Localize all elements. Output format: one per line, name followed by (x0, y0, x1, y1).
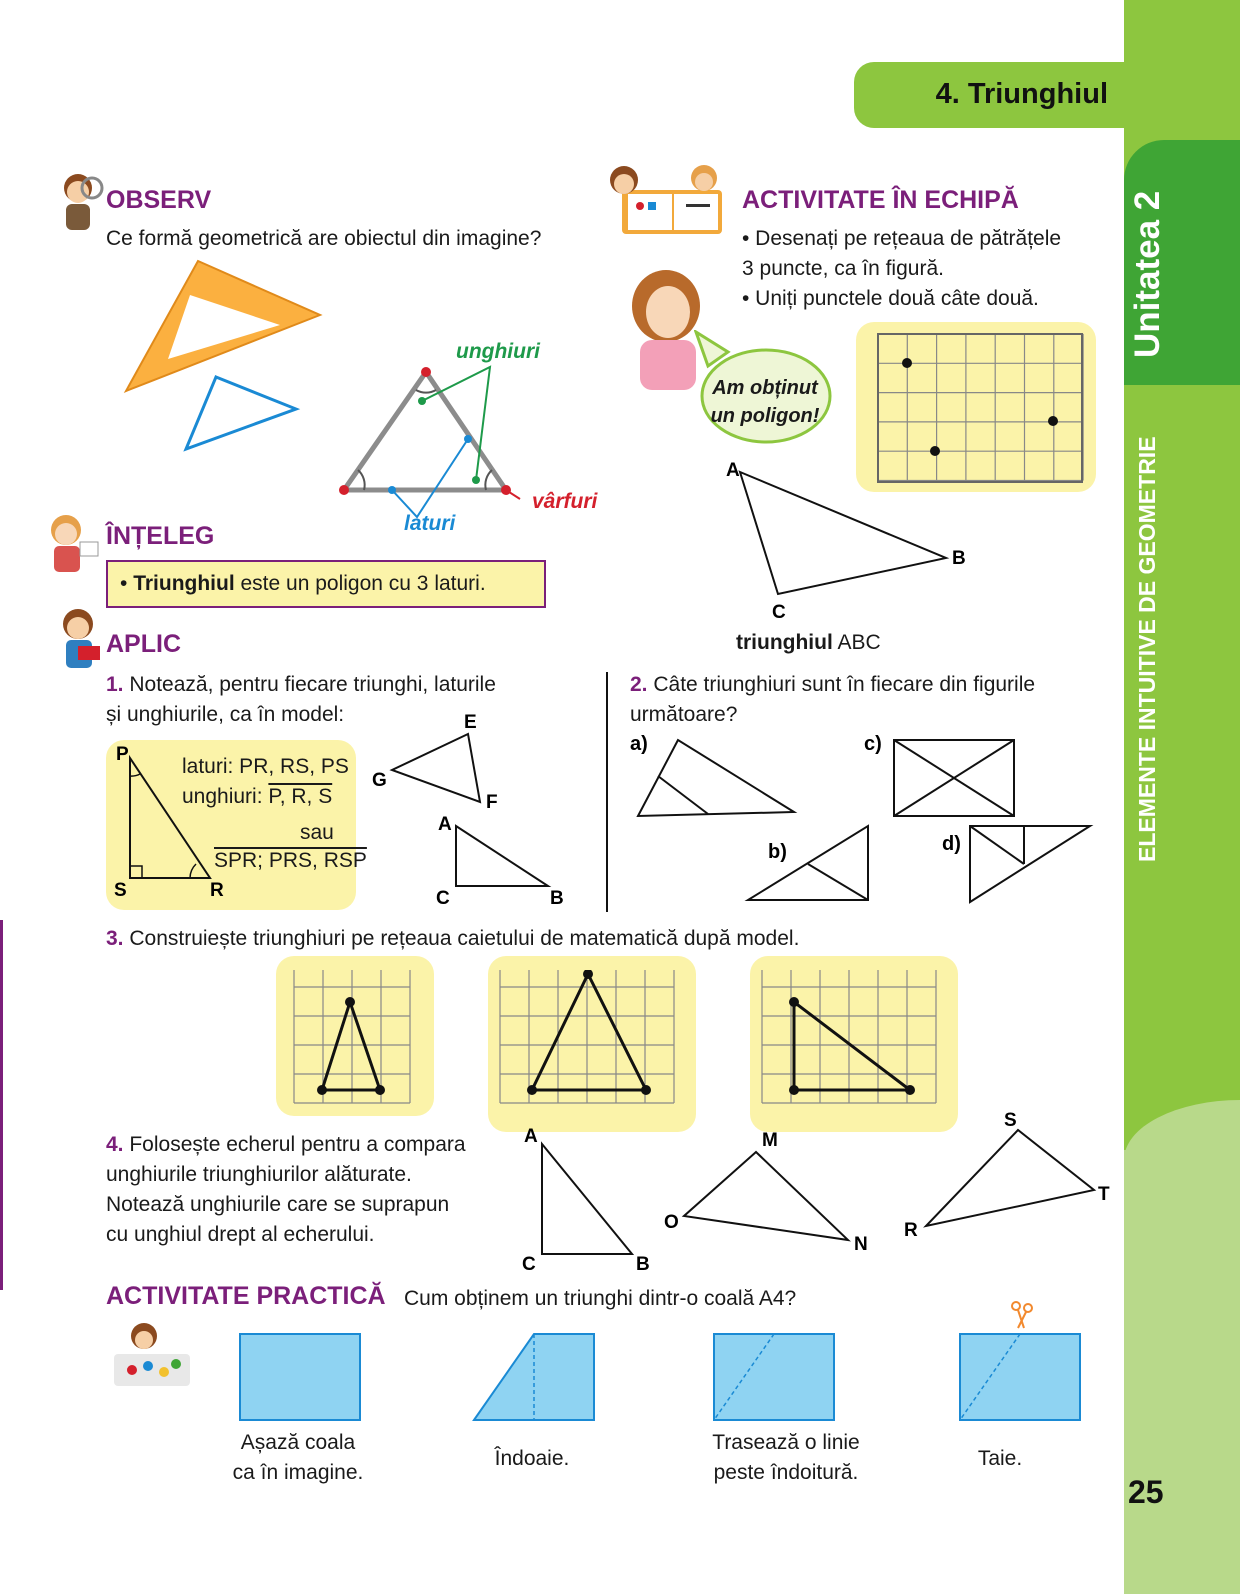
caption-line: Așază coala (240, 1431, 356, 1454)
figure-label: a) (630, 733, 648, 755)
vertex-label: A (438, 814, 452, 835)
team-line3: • Uniți punctele două câte două. (742, 287, 1039, 310)
ex4-line (106, 1130, 466, 1160)
practical-steps-figures (238, 1300, 1098, 1422)
figure-label: c) (864, 733, 882, 755)
speech-line1: Am obținut (712, 377, 818, 399)
definition-bullet: • (120, 572, 134, 595)
page-number: 25 (1128, 1474, 1164, 1510)
unit-label: Unitatea 2 (1128, 190, 1167, 358)
observ-question: Ce formă geometrică are obiectul din imagine? (106, 227, 542, 250)
definition-box (106, 560, 546, 608)
ex3-text (106, 924, 799, 954)
model-sides: laturi: PR, RS, PS (182, 755, 349, 778)
model-alt-angles: SPR; PRS, RSP (214, 849, 367, 872)
caption-line: peste îndoitură. (713, 1461, 859, 1484)
vertex-label: R (210, 880, 224, 901)
vertex-label: N (854, 1234, 868, 1255)
paper-step-3 (714, 1334, 834, 1420)
boy-book-icon (52, 606, 106, 674)
vertex-label: S (114, 880, 127, 901)
ex4-text (106, 1130, 466, 1250)
caption-rest: ABC (832, 631, 881, 654)
caption-line: Trasează o linie (712, 1431, 860, 1454)
ex1-line2: și unghiurile, ca în model: (106, 703, 345, 726)
model-angles-prefix: unghiuri: (182, 785, 269, 808)
grid-triangle-3 (794, 1002, 910, 1090)
step-2-caption (432, 1444, 632, 1474)
grid-triangle-2 (532, 974, 646, 1090)
team-heading: ACTIVITATE ÎN ECHIPĂ (742, 186, 1019, 214)
ex4-line: Notează unghiurile care se suprapun (106, 1193, 450, 1216)
speech-line2: un poligon! (710, 405, 820, 427)
vertices-label: vârfuri (532, 490, 598, 513)
vertex-label: B (550, 888, 564, 909)
vertex-label: R (904, 1220, 918, 1241)
vertex-label: O (664, 1212, 679, 1233)
vertex-label: S (1004, 1110, 1017, 1131)
caption-line: Îndoaie. (494, 1447, 570, 1470)
step-3-caption (676, 1428, 896, 1488)
ex2-number: 2. (630, 673, 648, 696)
vertex-label: M (762, 1130, 778, 1151)
ex3-grids (290, 970, 970, 1120)
figure-label: b) (768, 841, 787, 863)
sides-pointer (392, 439, 468, 517)
vertex-label: T (1098, 1184, 1110, 1205)
model-angles-list: P, R, S (268, 785, 333, 808)
vertex-label: B (952, 548, 966, 569)
angles-label: unghiuri (456, 340, 540, 363)
ex4-triangle-mon (684, 1152, 848, 1240)
sides-label: laturi (404, 512, 456, 535)
kids-book-icon (604, 158, 734, 238)
ex1-line1 (106, 670, 496, 700)
ex4-line: unghiurile triunghiurilor alăturate. (106, 1163, 412, 1186)
caption-bold: triunghiul (736, 631, 833, 654)
left-margin-bar (0, 920, 3, 1290)
ex4-line-text: Folosește echerul pentru a compara (129, 1133, 466, 1156)
ex2-figures (624, 730, 1114, 920)
boy-magnifier-icon (56, 170, 106, 236)
inteleg-heading: ÎNȚELEG (106, 522, 215, 550)
vertex-label: E (464, 712, 477, 733)
grid-triangle-1 (322, 1002, 380, 1090)
speech-text (700, 374, 830, 430)
lesson-title: 4. Triunghiul (935, 78, 1108, 110)
observ-heading: OBSERV (106, 186, 212, 214)
figure-d (970, 826, 1090, 902)
paper-step-4 (960, 1334, 1080, 1420)
chapter-label: ELEMENTE INTUITIVE DE GEOMETRIE (1134, 436, 1160, 862)
girl-reading-icon (36, 512, 106, 584)
model-or: sau (300, 821, 334, 844)
vertex-label: C (772, 602, 786, 623)
step-1-caption (198, 1428, 398, 1488)
vertex-label: G (372, 770, 387, 791)
practical-question: Cum obținem un triunghi dintr-o coală A4? (404, 1287, 797, 1310)
figure-label: d) (942, 833, 961, 855)
grid-dot (1048, 416, 1058, 426)
grid-3 (762, 970, 936, 1103)
triangle-abc-caption (736, 628, 881, 658)
ex4-number: 4. (106, 1133, 124, 1156)
team-line1: • Desenați pe rețeaua de pătrățele (742, 227, 1062, 250)
vertex-label: P (116, 744, 129, 765)
lesson-title-tab (854, 62, 1144, 128)
model-angles (182, 782, 332, 812)
triangle-abc-small (456, 826, 548, 886)
vertex-label: C (522, 1254, 536, 1275)
definition-term: Triunghiul (133, 572, 235, 595)
aplic-heading: APLIC (106, 630, 181, 658)
ex4-triangles (510, 1110, 1110, 1280)
triangle-abc-figure (724, 454, 974, 624)
practical-heading: ACTIVITATE PRACTICĂ (106, 1282, 386, 1310)
caption-line: Taie. (977, 1447, 1023, 1470)
grid-1 (294, 970, 410, 1103)
triangle-efg (392, 734, 480, 802)
vertex-label: B (636, 1254, 650, 1275)
ex4-triangle-srt (926, 1130, 1094, 1226)
definition-rest: este un poligon cu 3 laturi. (234, 572, 486, 595)
step-4-caption (920, 1444, 1080, 1474)
paper-step-1 (240, 1334, 360, 1420)
scissors-icon (1012, 1302, 1032, 1328)
ex4-triangle-acb (542, 1144, 632, 1254)
ex1-triangles (372, 708, 572, 918)
boy-crafting-icon (104, 1320, 200, 1392)
ex1-number: 1. (106, 673, 124, 696)
ex2-line2: următoare? (630, 703, 738, 726)
sidebar-lower (1124, 1150, 1240, 1594)
team-line2: 3 puncte, ca în figură. (742, 257, 944, 280)
caption-line: ca în imagine. (232, 1461, 364, 1484)
ex3-body: Construiește triunghiuri pe rețeaua caietului de matematică după model. (123, 927, 800, 950)
ex4-line: cu unghiul drept al echerului. (106, 1223, 375, 1246)
grid-dot (902, 358, 912, 368)
vertex-label: A (726, 460, 740, 481)
ex2-text: Câte triunghiuri sunt în fiecare din figurile (647, 673, 1036, 696)
ex2-line1 (630, 670, 1035, 700)
vertex-label: A (524, 1126, 538, 1147)
column-divider (606, 672, 608, 912)
ex1-text: Notează, pentru fiecare triunghi, laturile (123, 673, 496, 696)
ex3-number: 3. (106, 927, 124, 950)
vertex-label: C (436, 888, 450, 909)
vertex-label: F (486, 792, 498, 813)
grid-2 (500, 970, 674, 1103)
blue-triangle (186, 377, 296, 449)
definition-text (120, 569, 486, 599)
